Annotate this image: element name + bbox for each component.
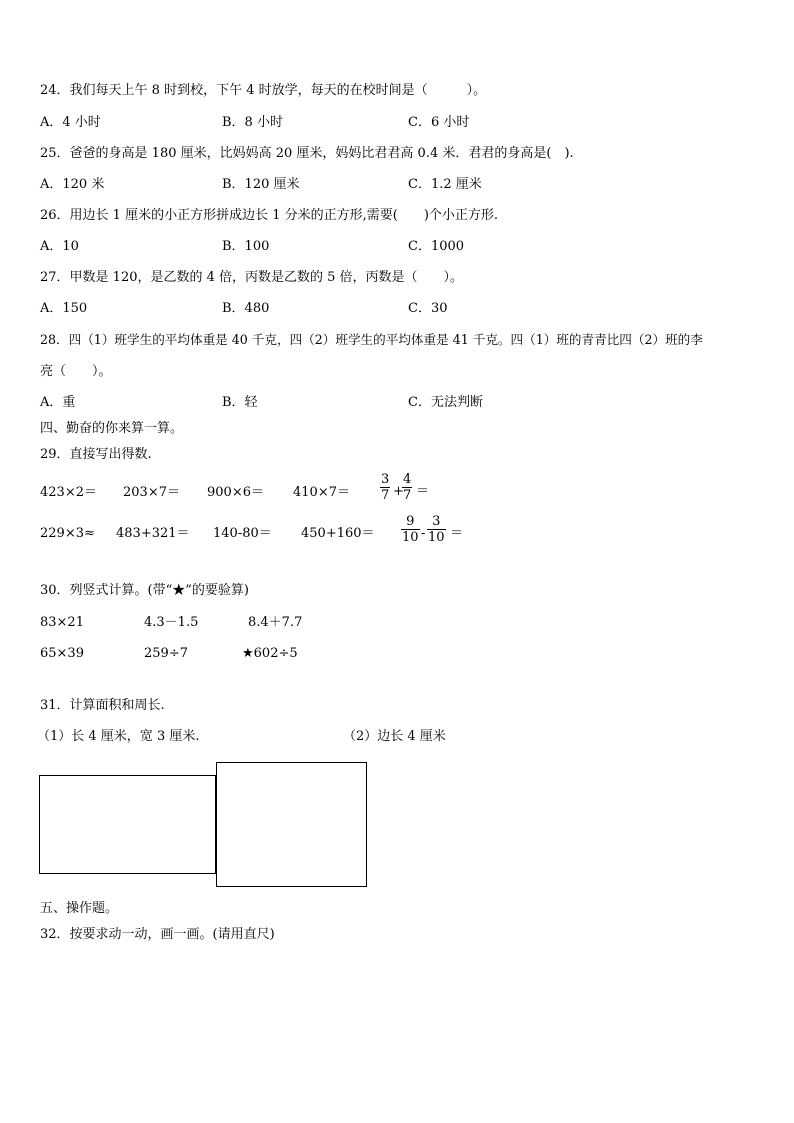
- q27-option-b: B．480: [222, 301, 270, 316]
- calc-item: 83×21: [40, 615, 84, 630]
- q26-option-b: B．100: [222, 239, 270, 254]
- q24-option-c: C．6 小时: [408, 115, 470, 130]
- calc-item: 4.3－1.5: [144, 615, 199, 630]
- equals-sign: ＝: [450, 526, 464, 541]
- calc-item: 410×7＝: [293, 485, 350, 500]
- calc-item: 423×2＝: [40, 485, 97, 500]
- rectangle-figure: [39, 775, 216, 874]
- q27-option-c: C．30: [408, 301, 448, 316]
- fraction-3-10: 3 10: [428, 514, 445, 545]
- calc-item: 203×7＝: [123, 485, 180, 500]
- calc-item: 483+321＝: [116, 526, 190, 541]
- q26-option-c: C．1000: [408, 239, 465, 254]
- question-28-line-2: 亮（ ）。: [40, 364, 112, 379]
- question-25: 25．爸爸的身高是 180 厘米，比妈妈高 20 厘米，妈妈比君君高 0.4 米．君君的身高是( ).: [40, 146, 574, 161]
- section-4-heading: 四、勤奋的你来算一算。: [40, 421, 184, 436]
- equals-sign: ＝: [416, 484, 430, 499]
- question-31-part-2: （2）边长 4 厘米: [343, 729, 446, 744]
- section-5-heading: 五、操作题。: [40, 901, 119, 916]
- q24-option-a: A．4 小时: [40, 115, 101, 130]
- calc-item: 65×39: [40, 646, 84, 661]
- q24-option-b: B．8 小时: [222, 115, 283, 130]
- q26-option-a: A．10: [40, 239, 79, 254]
- calc-item: 900×6＝: [207, 485, 264, 500]
- question-32-title: 32．按要求动一动，画一画。(请用直尺): [40, 927, 275, 942]
- fraction-9-10: 9 10: [402, 514, 419, 545]
- question-30-title: 30．列竖式计算。(带“★”的要验算): [40, 583, 249, 598]
- calc-item: 8.4＋7.7: [248, 615, 303, 630]
- minus-sign: -: [421, 526, 426, 541]
- q25-option-b: B．120 厘米: [222, 177, 300, 192]
- q28-option-a: A．重: [40, 395, 76, 410]
- plus-sign: +: [393, 484, 404, 499]
- calc-item: 450+160＝: [301, 526, 375, 541]
- q25-option-a: A．120 米: [40, 177, 105, 192]
- q27-option-a: A．150: [40, 301, 88, 316]
- question-28-line-1: 28．四（1）班学生的平均体重是 40 千克，四（2）班学生的平均体重是 41 千克。四（1）班的青青比四（2）班的李: [40, 332, 703, 347]
- calc-item: ★602÷5: [242, 646, 298, 661]
- question-24: 24．我们每天上午 8 时到校，下午 4 时放学，每天的在校时间是（ ）。: [40, 83, 487, 98]
- calc-item: 229×3≈: [40, 526, 95, 541]
- question-27: 27．甲数是 120，是乙数的 4 倍，丙数是乙数的 5 倍，丙数是（ ）。: [40, 270, 464, 285]
- question-26: 26．用边长 1 厘米的小正方形拼成边长 1 分米的正方形,需要( )个小正方形.: [40, 208, 499, 223]
- q28-option-c: C．无法判断: [408, 395, 483, 410]
- calc-item: 259÷7: [144, 646, 188, 661]
- q28-option-b: B．轻: [222, 395, 258, 410]
- question-31-title: 31．计算面积和周长.: [40, 698, 165, 713]
- fraction-4-7: 4 7: [403, 472, 412, 503]
- question-31-part-1: （1）长 4 厘米，宽 3 厘米.: [37, 729, 200, 744]
- calc-item: 140-80＝: [213, 526, 272, 541]
- fraction-3-7: 3 7: [381, 472, 390, 503]
- q25-option-c: C．1.2 厘米: [408, 177, 482, 192]
- question-29-title: 29．直接写出得数.: [40, 447, 152, 462]
- square-figure: [216, 762, 367, 887]
